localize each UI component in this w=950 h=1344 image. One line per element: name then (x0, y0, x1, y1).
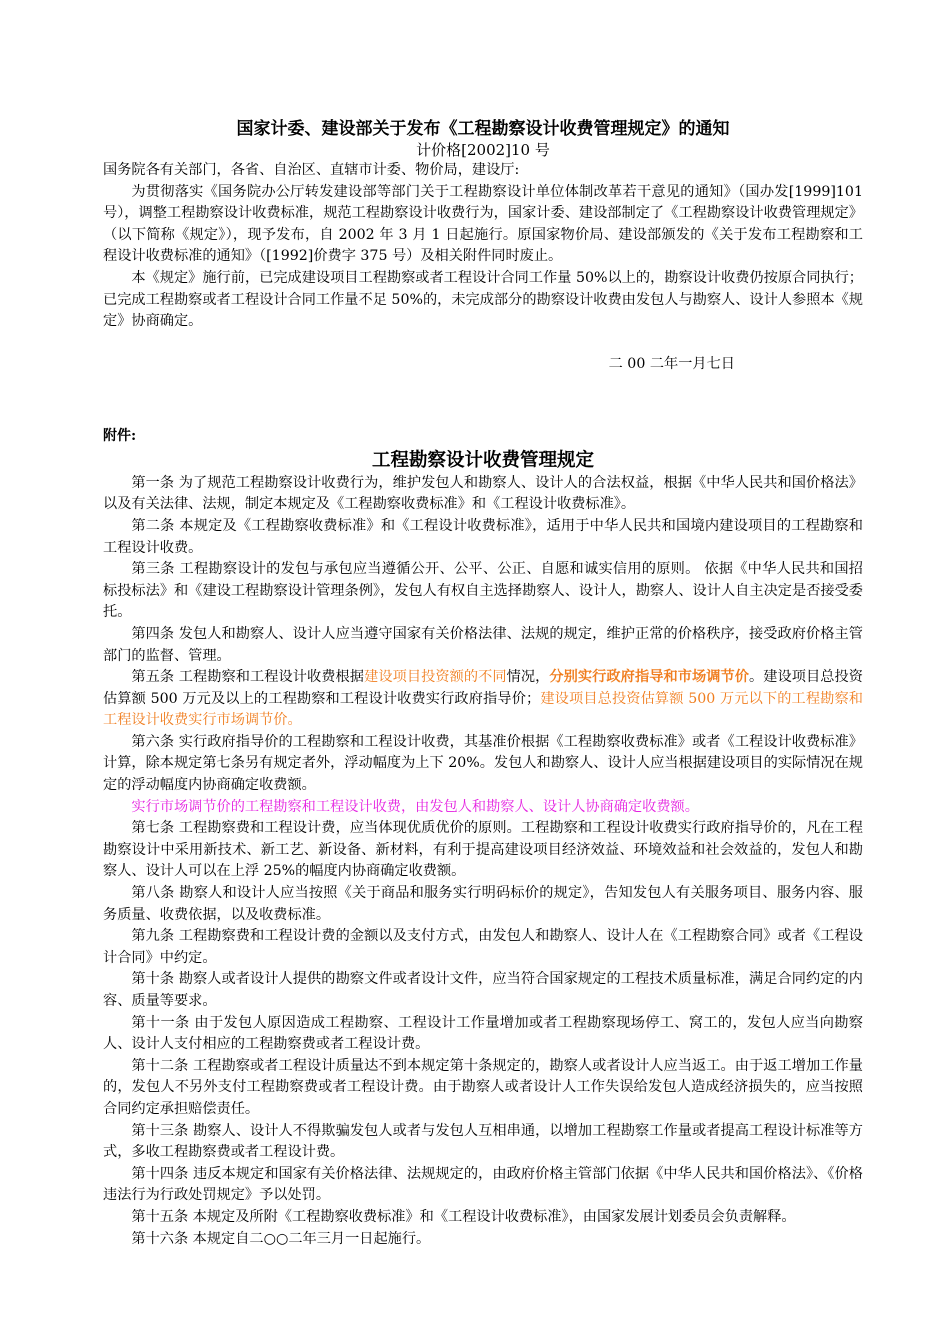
document-number: 计价格[2002]10 号 (416, 141, 550, 159)
article-6: 第六条 实行政府指导价的工程勘察和工程设计收费，其基准价根据《工程勘察收费标准》或者《工程设计收费标准》计算，除本规定第七条另有规定者外，浮动幅度为上下 20%。发包人和勘察人、设计人应当根据建设项目的实际情况在规定的浮动幅度内协商确定收费额。 (103, 733, 863, 794)
article-3: 第三条 工程勘察设计的发包与承包应当遵循公开、公平、公正、自愿和诚实信用的原则。 依据《中华人民共和国招标投标法》和《建设工程勘察设计管理条例》，发包人有权自主选择勘察人、设计人，勘察人、设计人自主决定是否接受委托。 (103, 561, 863, 621)
issue-date: 二 00 二年一月七日 (608, 355, 735, 372)
article-8: 第八条 勘察人和设计人应当按照《关于商品和服务实行明码标价的规定》，告知发包人有关服务项目、服务内容、服务质量、收费依据，以及收费标准。 (103, 885, 863, 923)
article-2: 第二条 本规定及《工程勘察收费标准》和《工程设计收费标准》，适用于中华人民共和国境内建设项目的工程勘察和工程设计收费。 (103, 517, 863, 556)
article-10: 第十条 勘察人或者设计人提供的勘察文件或者设计文件，应当符合国家规定的工程技术质量标准，满足合同约定的内容、质量等要求。 (103, 971, 863, 1009)
article-15: 第十五条 本规定及所附《工程勘察收费标准》和《工程设计收费标准》，由国家发展计划委员会负责解释。 (131, 1208, 796, 1225)
recipients-line: 国务院各有关部门，各省、自治区、直辖市计委、物价局，建设厅: (103, 162, 520, 178)
article-5-highlight-market: 建设项目总投资估算额 500 万元以下的工程勘察和工程设计收费实行市场调节价。 (103, 690, 863, 729)
regulation-title: 工程勘察设计收费管理规定 (371, 449, 594, 471)
article-5-highlight-investment: 建设项目投资额的不同 (364, 669, 507, 686)
article-14: 第十四条 违反本规定和国家有关价格法律、法规规定的，由政府价格主管部门依据《中华人民共和国价格法》、《价格违法行为行政处罚规定》予以处罚。 (103, 1165, 863, 1204)
article-5-lead: 第五条 工程勘察和工程设计收费根据 (131, 669, 365, 686)
article-1: 第一条 为了规范工程勘察设计收费行为，维护发包人和勘察人、设计人的合法权益，根据《中华人民共和国价格法》以及有关法律、法规，制定本规定及《工程勘察收费标准》和《工程设计收费标准》。 (103, 474, 863, 513)
annex-label: 附件: (103, 427, 137, 444)
article-5-body: 。建设项目总投资估算额 500 万元及以上的工程勘察和工程设计收费实行政府指导价； (103, 669, 863, 707)
document-body (103, 118, 863, 1250)
article-13: 第十三条 勘察人、设计人不得欺骗发包人或者与发包人互相串通，以增加工程勘察工作量或者提高工程设计标准等方式，多收工程勘察费或者工程设计费。 (103, 1122, 863, 1161)
article-5-text: 情况， (506, 669, 550, 686)
article-12: 第十二条 工程勘察或者工程设计质量达不到本规定第十条规定的，勘察人或者设计人应当返工。由于返工增加工作量的，发包人不另外支付工程勘察费或者工程设计费。由于勘察人或者设计人工作失误给发包人造成经济损失的，应当按照合同约定承担赔偿责任。 (103, 1057, 863, 1117)
notice-title: 国家计委、建设部关于发布《工程勘察设计收费管理规定》的通知 (236, 119, 730, 139)
notice-paragraph-2: 本《规定》施行前，已完成建设项目工程勘察或者工程设计合同工作量 50%以上的，勘察设计收费仍按原合同执行；已完成工程勘察或者工程设计合同工作量不足 50%的，未完成部分的勘察设计收费由发包人与勘察人、设计人参照本《规定》协商确定。 (103, 269, 863, 330)
article-4: 第四条 发包人和勘察人、设计人应当遵守国家有关价格法律、法规的规定，维护正常的价格秩序，接受政府价格主管部门的监督、管理。 (103, 625, 863, 664)
notice-paragraph-1: 为贯彻落实《国务院办公厅转发建设部等部门关于工程勘察设计单位体制改革若干意见的通知》（国办发[1999]101 号），调整工程勘察设计收费标准，规范工程勘察设计收费行为，国家计委、建设部制定了《工程勘察设计收费管理规定》（以下简称《规定》），现予发布，自 2002 年 3 月 1 日起施行。原国家物价局、建设部颁发的《关于发布工程勘察和工程设计收费标准的通知》（[1992]价费字 375 号）及相关附件同时废止。 (103, 183, 863, 265)
article-9: 第九条 工程勘察费和工程设计费的金额以及支付方式，由发包人和勘察人、设计人在《工程勘察合同》或者《工程设计合同》中约定。 (103, 928, 863, 966)
article-16: 第十六条 本规定自二○○二年三月一日起施行。 (131, 1230, 431, 1247)
article-5 (103, 667, 863, 732)
article-6-market-price: 实行市场调节价的工程勘察和工程设计收费，由发包人和勘察人、设计人协商确定收费额。 (131, 798, 699, 815)
article-11: 第十一条 由于发包人原因造成工程勘察、工程设计工作量增加或者工程勘察现场停工、窝工的，发包人应当向勘察人、设计人支付相应的工程勘察费或者工程设计费。 (103, 1014, 863, 1053)
article-7: 第七条 工程勘察费和工程设计费，应当体现优质优价的原则。工程勘察和工程设计收费实行政府指导价的，凡在工程勘察设计中采用新技术、新工艺、新设备、新材料，有利于提高建设项目经济效益、环境效益和社会效益的，发包人和勘察人、设计人可以在上浮 25%的幅度内协商确定收费额。 (103, 820, 863, 880)
article-5-highlight-pricing: 分别实行政府指导和市场调节价 (549, 669, 749, 686)
